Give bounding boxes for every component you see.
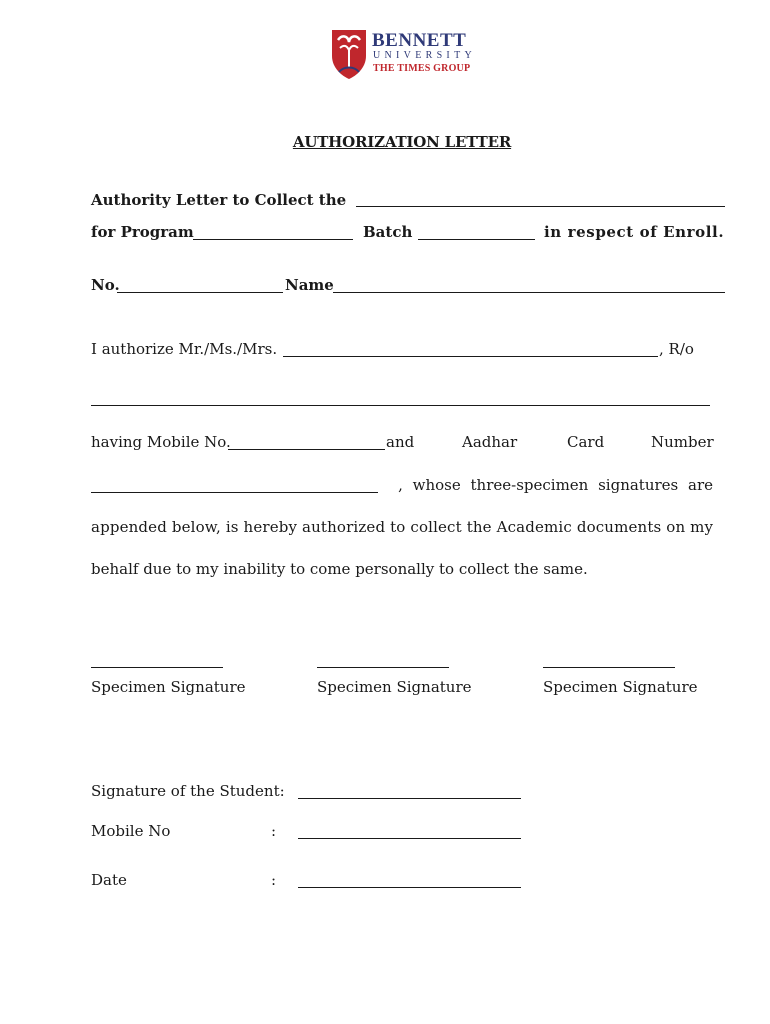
authority-line-text: Authority Letter to Collect the [91,191,347,209]
for-program-label: for Program [91,223,194,241]
card-text: Card [567,433,605,451]
logo-sub: UNIVERSITY [373,50,476,61]
mobile-colon: : [271,822,277,840]
appended-text: appended below, is hereby authorized to collect the Academic documents on my [91,518,714,536]
batch-label: Batch [363,223,413,241]
name-label: Name [285,276,334,294]
aadhar-text: Aadhar [462,433,518,451]
date-blank[interactable] [298,887,521,888]
page-title: AUTHORIZATION LETTER [292,133,512,151]
number-text: Number [651,433,714,451]
authorize-name-blank[interactable] [283,356,658,357]
date-colon: : [271,871,277,889]
specimen-line-3[interactable] [543,667,675,668]
specimen-line-1[interactable] [91,667,223,668]
aadhar-blank[interactable] [91,492,378,493]
specimen-line-2[interactable] [317,667,449,668]
authorize-text: I authorize Mr./Ms./Mrs. [91,340,278,358]
ro-text: , R/o [659,340,694,358]
logo-group: THE TIMES GROUP [373,63,471,74]
mobile-text: having Mobile No. [91,433,231,451]
program-blank[interactable] [193,239,353,240]
and-text: and [386,433,415,451]
enroll-no-label: No. [91,276,120,294]
batch-blank[interactable] [418,239,535,240]
student-signature-label: Signature of the Student: [91,782,285,800]
specimen-label-1: Specimen Signature [91,678,246,696]
in-respect-text: in respect of Enroll. [544,223,725,241]
logo-name: BENNETT [372,30,467,51]
student-signature-blank[interactable] [298,798,521,799]
behalf-text: behalf due to my inability to come personally to collect the same. [91,560,588,578]
mobile-blank[interactable] [228,449,385,450]
date-label: Date [91,871,127,889]
whose-text: , whose three-specimen signatures are [398,476,713,494]
enroll-no-blank[interactable] [117,292,283,293]
specimen-label-2: Specimen Signature [317,678,472,696]
mobile-no-blank[interactable] [298,838,521,839]
shield-logo-icon [330,28,372,82]
mobile-no-label: Mobile No [91,822,171,840]
specimen-label-3: Specimen Signature [543,678,698,696]
collect-blank[interactable] [356,206,725,207]
address-blank[interactable] [91,405,710,406]
name-blank[interactable] [333,292,725,293]
